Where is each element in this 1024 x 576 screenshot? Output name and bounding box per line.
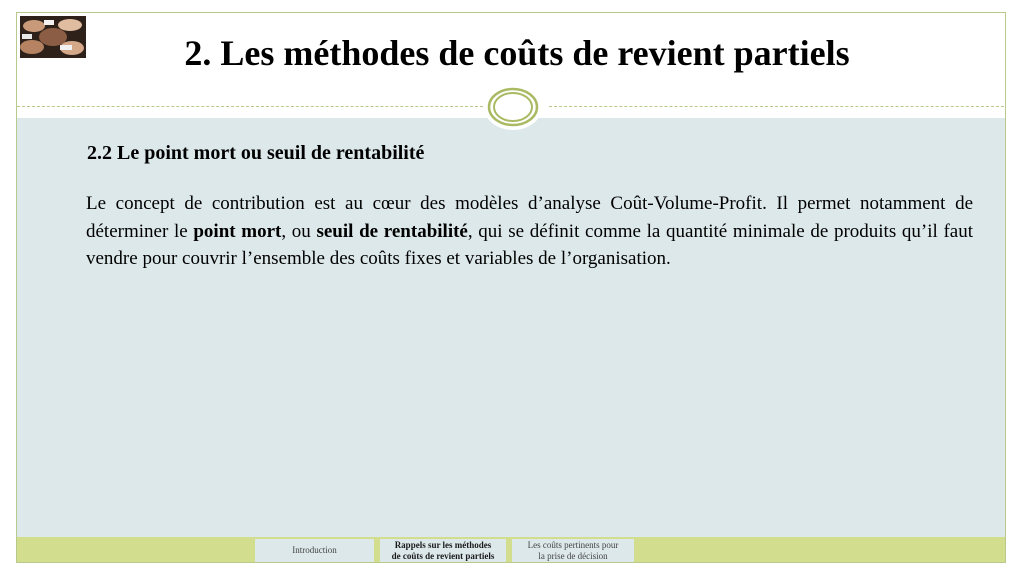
nav-tab-label: Rappels sur les méthodes [394,539,492,550]
term-point-mort: point mort [193,220,282,242]
nav-tab-label: la prise de décision [538,550,608,561]
content-area [17,118,1005,537]
paragraph-text: , ou [281,220,317,242]
nav-tab-introduction[interactable] [255,539,374,562]
header-divider-left [17,106,483,107]
slide-title: 2. Les méthodes de coûts de revient partiels [184,33,850,73]
body-paragraph [86,190,973,273]
nav-tab-couts-pertinents[interactable] [512,539,634,562]
footer-nav-bar [17,537,1005,563]
nav-tab-label: de coûts de revient partiels [391,550,495,561]
section-subtitle: 2.2 Le point mort ou seuil de rentabilité [87,142,425,164]
nav-tab-rappels-couts-partiels[interactable] [380,539,506,562]
nav-tab-label: Introduction [292,545,337,555]
paragraph-text: , qui se définit comme la quantité minimale de produits qu’il faut vendre pour couvrir l’ensemble des coûts fixes et variables de l’organisation. [86,220,974,269]
medallion-ring-icon [483,83,543,131]
nav-tab-label: Les coûts pertinents pour [527,539,619,550]
paragraph-text: Le concept de contribution est au cœur des modèles d’analyse Coût-Volume-Profit. Il permet notamment de déterminer le [86,193,973,242]
term-seuil-rentabilite: seuil de rentabilité [316,220,468,242]
slide [16,12,1006,563]
header-divider-right [549,106,1006,107]
